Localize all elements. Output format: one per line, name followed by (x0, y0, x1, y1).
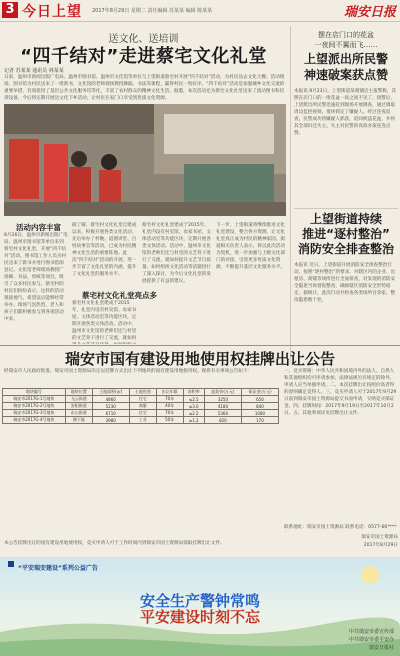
notice-footnote: 本公告挂牌出让的国有建设用地使用权，竞买申请人可于工作时间内到瑞安市国土资源局领取挂牌出让文件。 (4, 541, 225, 546)
table-cell: ≥1.2 (183, 417, 204, 424)
table-header-cell: 土地用途 (129, 389, 156, 396)
side-kicker: 摆在店门口的花盆 (318, 31, 374, 39)
side-divider (294, 208, 398, 209)
ad-sponsor-3: 瑞安日报社 (368, 645, 394, 651)
table-cell: 瑞安市2017G-1号地块 (3, 396, 66, 403)
table-header-cell: 地块编号 (3, 389, 66, 396)
side-story-2-text: 本报讯 近日，上望街道开展消防安全排查整治行动，按照“逐村整治”的要求，对辖区内的企业、出租房、商铺等场所进行全面排查，对发现的消防安全隐患当场督促整改，确保辖区消防安全形势稳定。据统计，此次行动共检查各类场所百余家，整改隐患数十处。 (294, 263, 396, 303)
page-header (0, 0, 400, 22)
table-cell: 工业 (129, 417, 156, 424)
table-row (3, 410, 279, 417)
table-row (3, 396, 279, 403)
notice-title: 瑞安市国有建设用地使用权挂牌出让公告 (64, 350, 335, 368)
table-cell: 6710 (92, 410, 129, 417)
notice-date: 2017年8月29日 (363, 543, 398, 548)
lead-intro: 日前，温州市新闻出版广电局、温州市图书馆、温州市文化馆等单位与上望街道蔡宅村开展“四千结对”活动，为村民送去文化大餐。活动现场，图书馆为村民送来了一批新书，文化馆的老师现场教授舞蹈、书法等课程，赢得村民一致好评。“四千结对”活动是加强城乡文化交流的重要举措，有效促进了基层公共文化服务均等化，丰富了农村群众的精神文化生活。据悉，本次活动还为蔡宅文化礼堂送来了流动图书和培训设备，今后将定期开展送文化下乡活动，让村民在家门口享受到优质文化资源。 (4, 75, 285, 101)
lead-byline: 记者 苏某某 通讯员 林某某 (4, 68, 64, 74)
table-header-cell: 起始价(万元) (204, 389, 241, 396)
ad-sponsor-1: 中共瑞安市委宣传部 (348, 629, 394, 635)
issue-meta: 2017年8月29日 星期二 责任编辑 苏某某 编辑 陈某某 (92, 8, 213, 14)
lead-photo (4, 104, 286, 216)
table-cell: 1080 (241, 410, 278, 417)
notice-right-text: 一、竞买资格：中华人民共和国境内外的法人、自然人和其他组织均可申请参加，法律法规另有规定的除外。申请人应当单独申请。二、本次挂牌出让按照价高者得的原则确定竞得人。三、竞买申请人可于2017年9月29日前到瑞安市国土资源局提交书面申请，交纳竞买保证金。四、挂牌时间：2017年9月19日至2017年10月2日。五、其他事项详见挂牌出让文件。 (284, 369, 397, 416)
table-cell: 70年 (156, 396, 183, 403)
col2-text-cont: 蔡宅村文化礼堂建成于2015年，礼堂内设有村史馆、农家书屋、文体活动室等功能区块，定期开展各类文体活动。活动中，温州市文化馆的老师们还与村里的文艺骨干进行了交流，就如何 (72, 301, 137, 341)
col3-text: 蔡宅村文化礼堂建成于2015年，礼堂内设有村史馆、农家书屋、文体活动室等功能区块，定期开展各类文体活动。活动中，温州市文化馆的老师们还与村里的文艺骨干进行了交流，就如何提升文艺节目质量、如何组织文化活动等话题进行了深入探讨，为今后文化礼堂的发展提供了有益的建议。 (142, 223, 211, 284)
table-cell: 50年 (156, 417, 183, 424)
table-cell: 住宅 (129, 396, 156, 403)
table-header-row (3, 389, 279, 396)
table-cell: 4860 (92, 396, 129, 403)
table-cell: 40年 (156, 403, 183, 410)
table-cell: 瑞安市2017G-3号地块 (3, 410, 66, 417)
table-cell: 商服 (129, 403, 156, 410)
table-header-cell: 出让年限 (156, 389, 183, 396)
land-parcel-table (2, 388, 279, 424)
public-service-ad (0, 557, 400, 656)
col2-subhead: 蔡宅村文化礼堂亮点多 (82, 291, 157, 300)
notice-intro: 经瑞安市人民政府批准，瑞安市国土资源局决定以挂牌方式出让下列地块的国有建设用地使用权。现将有关事项公告如下： (4, 369, 253, 374)
table-cell: 住宅 (129, 410, 156, 417)
newspaper-logo: 瑞安日报 (343, 5, 396, 20)
table-header-cell: 土地面积(㎡) (92, 389, 129, 396)
ad-series-title: “平安瑞安建设”系列公益广告 (18, 565, 98, 572)
table-cell: 飞云街道 (65, 396, 92, 403)
notice-contact: 联系地址：瑞安市国土资源局 联系电话：0577-66**** (284, 525, 397, 530)
side-headline-4: 推进“逐村整治” (302, 227, 390, 241)
table-cell: 3980 (92, 417, 129, 424)
table-cell: 瑞安市2017G-4号地块 (3, 417, 66, 424)
photo-illustration (4, 104, 286, 216)
table-cell: ≤2.5 (183, 396, 204, 403)
column-divider (290, 26, 291, 364)
table-cell: 840 (241, 403, 278, 410)
ad-sponsor-2: 中共瑞安市委平安办 (348, 637, 394, 643)
table-cell: 5230 (92, 403, 129, 410)
notice-top-rule (0, 345, 400, 346)
side-headline-2: 神速破案获点赞 (303, 68, 388, 82)
table-cell: 安阳街道 (65, 403, 92, 410)
table-cell: 东山街道 (65, 410, 92, 417)
col2-text: 据了解，蔡宅村文化礼堂自建成以来，积极开展各类文化活动，先后举办了村晚、道德讲堂、百姓故事会等活动，已成为村民精神文化生活的重要阵地。此次“四千结对”活动的开展，进一步丰富了文化礼堂的内涵，提升了文化礼堂的服务水平。 (72, 223, 137, 277)
table-cell: 5360 (204, 410, 241, 417)
side-headline-3: 上望街道持续 (309, 212, 382, 226)
table-cell: ≤2.2 (183, 410, 204, 417)
table-cell: ≤3.0 (183, 403, 204, 410)
table-cell: 820 (204, 417, 241, 424)
table-cell: 170 (241, 417, 278, 424)
table-cell: 650 (241, 396, 278, 403)
section-title: 今日上望 (22, 4, 82, 20)
table-row (3, 403, 279, 410)
col1-text: 8月26日，温州市新闻出版广电局、温州市图书馆等单位来到蔡宅村文化礼堂，开展“四千结对”活动。图书馆工作人员为村民送来了新书并进行图书借阅登记。文化馆老师现场教授广场舞、书法、剪纸等项目，吸引了众多村民参与。蔡宅村的村民们纷纷表示，这样的活动很接地气，希望以后能够经常举办。现场气氛热烈，老人和孩子们都积极参与到各项活动中来。 (4, 233, 68, 322)
table-cell: 70年 (156, 410, 183, 417)
side-headline-5: 消防安全排查整治 (297, 242, 394, 256)
lead-kicker: 送文化、送培训 (108, 34, 179, 45)
page-number: 3 (2, 2, 18, 18)
table-header-cell: 容积率 (183, 389, 204, 396)
lead-headline: “四千结对”走进蔡宅文化礼堂 (20, 46, 267, 67)
table-cell: 3250 (204, 396, 241, 403)
table-cell: 4180 (204, 403, 241, 410)
ad-slogan-1: 安全生产警钟常鸣 (139, 592, 260, 610)
col4-text: 下一步，上望街道将继续推进文化礼堂建设，整合各方资源，让文化礼堂真正成为村民的精神家园。街道相关负责人表示，将以此次活动为契机，进一步加强与上级文化部门的对接，引进更多优质文化资源，不断提升基层文化服务水平。 (216, 223, 285, 270)
side-story-1-text: 本报讯 8月23日，上望街道某商铺店主报警称，其摆在店门口的一批花盆一夜之间不见了。接警后，上望派出所民警迅速赶到现场开展调查，通过调取周边监控视频，很快锁定了嫌疑人。经过连夜追查，民警成功将嫌疑人抓获，追回被盗花盆，并将其全部归还失主。失主对民警的高效办案连连点赞。 (294, 89, 397, 136)
side-headline-1: 上望派出所民警 (303, 52, 388, 66)
table-header-cell: 地块位置 (65, 389, 92, 396)
col1-subhead: 活动内容丰富 (16, 223, 61, 232)
table-cell: 瑞安市2017G-2号地块 (3, 403, 66, 410)
table-header-cell: 保证金(万元) (241, 389, 278, 396)
side-kicker-2: 一夜间不翼而飞…… (314, 41, 378, 49)
table-cell: 塘下镇 (65, 417, 92, 424)
table-row (3, 417, 279, 424)
notice-signature: 瑞安市国土资源局 (361, 535, 398, 540)
ad-slogan-2: 平安建设时刻不忘 (139, 608, 260, 626)
